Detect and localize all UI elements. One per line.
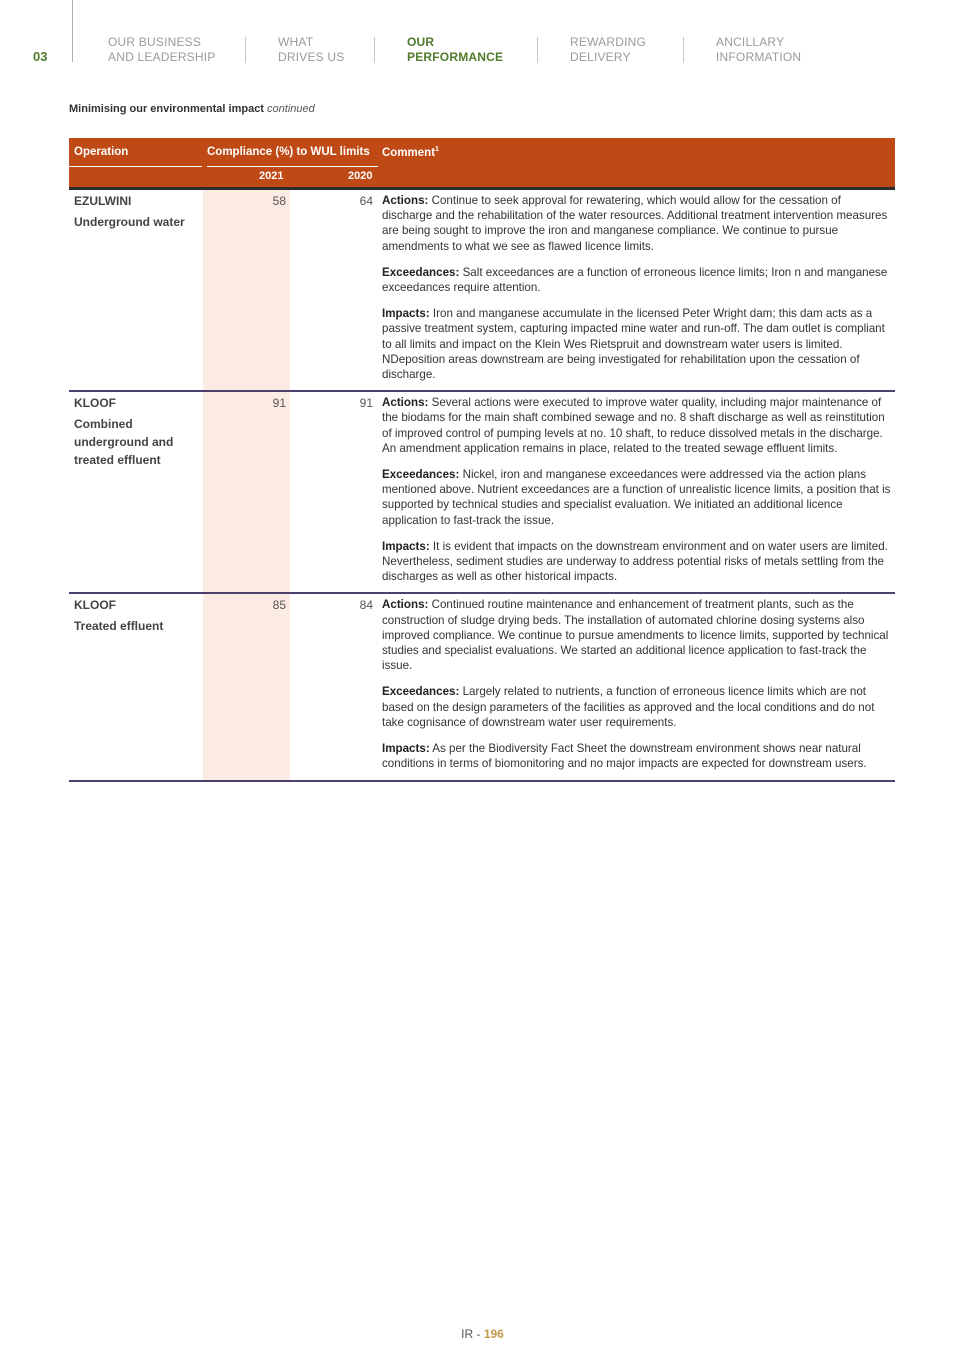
compliance-2021: 91 (272, 396, 286, 411)
operation-cell (74, 598, 202, 635)
impacts-text: As per the Biodiversity Fact Sheet the downstream environment shows near natural conditions in terms of biomonitoring and no major impacts are expected for downstream users. (382, 742, 867, 771)
column-shade (203, 392, 290, 592)
operation-cell (74, 194, 202, 231)
impacts-text: Iron and manganese accumulate in the licensed Peter Wright dam; this dam acts as a passive treatment system, capturing impacted mine water and run-off. The dam outlet is compliant to all limits and impact on the Klein Wes Rietspruit and downstream water users is limited. NDeposition areas downstream are being investigated for rehabilitation upon the cessation of discharge. (382, 307, 885, 382)
nav-item-line: OUR (407, 35, 435, 49)
nav-item-line: ANCILLARY (716, 35, 785, 49)
header-rule (69, 166, 202, 167)
section-subtitle (69, 103, 315, 115)
actions-paragraph (382, 395, 893, 456)
exceedances-text: Largely related to nutrients, a function of erroneous licence limits which are not based on the design parameters of the facilities as approved and the local conditions and do not take cognisance of downstream water user requirements. (382, 685, 875, 729)
nav-item-our-performance[interactable] (407, 35, 503, 65)
footer-prefix: IR - (461, 1327, 484, 1341)
exceedances-paragraph (382, 265, 893, 295)
compliance-2021: 58 (272, 194, 286, 208)
operation-name: KLOOF (74, 598, 116, 613)
subtitle-italic: continued (267, 103, 315, 115)
nav-divider (72, 0, 73, 62)
nav-item-line: OUR BUSINESS (108, 35, 202, 49)
header-comment (382, 146, 439, 159)
nav-item-line: INFORMATION (716, 50, 802, 64)
top-navigation (0, 0, 965, 80)
exceedances-paragraph (382, 467, 893, 528)
impacts-label: Impacts: (382, 539, 430, 553)
operation-name: EZULWINI (74, 194, 132, 208)
actions-label: Actions: (382, 598, 429, 612)
water-compliance-table (69, 138, 895, 782)
actions-text: Continue to seek approval for rewatering, which would allow for the cessation of discharge and the rehabilitation of the water resources. Additional treatment intervention measures are being sought to improve the iron and manganese compliance. We continue to pursue amendments to what we see as flawed licence limits. (382, 194, 888, 253)
comment-cell (382, 190, 893, 390)
exceedances-label: Exceedances: (382, 685, 460, 699)
nav-item-line: DRIVES US (278, 50, 345, 64)
header-comment-footnote: 1 (435, 146, 439, 153)
actions-text: Continued routine maintenance and enhancement of treatment plants, such as the construction of sludge drying beds. The installation of automated chlorine dosing systems also improved compliance. We continue to pursue amendments to licence limits, supported by technical studies and specialist evaluations. We started an additional licence application to fast-track the issue. (382, 598, 889, 673)
header-operation: Operation (74, 146, 129, 158)
nav-item-line: AND LEADERSHIP (108, 50, 216, 64)
nav-separator (683, 37, 684, 63)
impacts-label: Impacts: (382, 307, 430, 321)
nav-separator (374, 37, 375, 63)
table-row (69, 392, 895, 594)
nav-separator (245, 37, 246, 63)
table-header (69, 138, 895, 190)
exceedances-label: Exceedances: (382, 468, 460, 482)
operation-description: Underground water (74, 215, 185, 229)
table-row (69, 190, 895, 392)
page-footer (0, 1327, 965, 1341)
compliance-2020: 64 (359, 194, 373, 208)
exceedances-paragraph (382, 684, 893, 730)
column-shade (203, 594, 290, 779)
compliance-2021: 85 (272, 598, 286, 613)
nav-item-rewarding-delivery[interactable] (570, 35, 646, 65)
actions-label: Actions: (382, 194, 429, 207)
impacts-text: It is evident that impacts on the downstream environment and on water users are limited. Nevertheless, sediment studies are underway to address potential risks of metals settling from the discharges as well as other historical impacts. (382, 539, 888, 584)
nav-item-our-business[interactable] (108, 35, 216, 65)
subtitle-bold: Minimising our environmental impact (69, 103, 264, 115)
impacts-paragraph (382, 741, 893, 771)
nav-item-ancillary-information[interactable] (716, 35, 801, 65)
table-row (69, 594, 895, 781)
impacts-paragraph (382, 539, 893, 585)
nav-item-line: PERFORMANCE (407, 50, 504, 64)
actions-paragraph (382, 193, 893, 254)
header-year-2021: 2021 (259, 170, 284, 182)
compliance-2020: 84 (359, 598, 373, 613)
header-comment-label: Comment (382, 146, 436, 159)
page-number: 196 (483, 1327, 504, 1341)
exceedances-text: Nickel, iron and manganese exceedances were addressed via the action plans mentioned above. Nutrient exceedances are a function of unrealistic licence limits, a position that is supported by technical studies and specialist evaluation. We initiated an additional licence application to fast-track the issue. (382, 468, 891, 527)
nav-item-line: WHAT (278, 35, 314, 49)
nav-separator (537, 37, 538, 63)
nav-item-line: DELIVERY (570, 50, 631, 64)
actions-label: Actions: (382, 396, 429, 410)
header-compliance: Compliance (%) to WUL limits (207, 146, 370, 158)
exceedances-label: Exceedances: (382, 265, 460, 279)
impacts-label: Impacts: (382, 742, 430, 756)
operation-description: Combined underground and treated effluent (74, 417, 174, 468)
header-rule (207, 166, 378, 167)
compliance-2020: 91 (359, 396, 373, 411)
column-shade (203, 190, 290, 390)
section-number: 03 (33, 49, 48, 64)
actions-text: Several actions were executed to improve water quality, including major maintenance of the biodams for the main shaft combined sewage and no. 8 shaft discharge as well as reinstitution of improved control of pumping levels at no. 10 shaft, to reduce dissolved metals in the discharge. An amendment application remains in place, related to the treated sewage effluent limits. (382, 396, 885, 455)
exceedances-text: Salt exceedances are a function of erroneous licence limits; Iron n and manganese exceedances require attention. (382, 265, 888, 295)
actions-paragraph (382, 597, 893, 673)
comment-cell (382, 392, 893, 592)
operation-description: Treated effluent (74, 619, 164, 634)
operation-name: KLOOF (74, 396, 116, 411)
operation-cell (74, 396, 202, 469)
nav-item-line: REWARDING (570, 35, 647, 49)
nav-item-what-drives-us[interactable] (278, 35, 344, 65)
impacts-paragraph (382, 306, 893, 382)
comment-cell (382, 594, 893, 779)
header-year-2020: 2020 (348, 170, 373, 182)
